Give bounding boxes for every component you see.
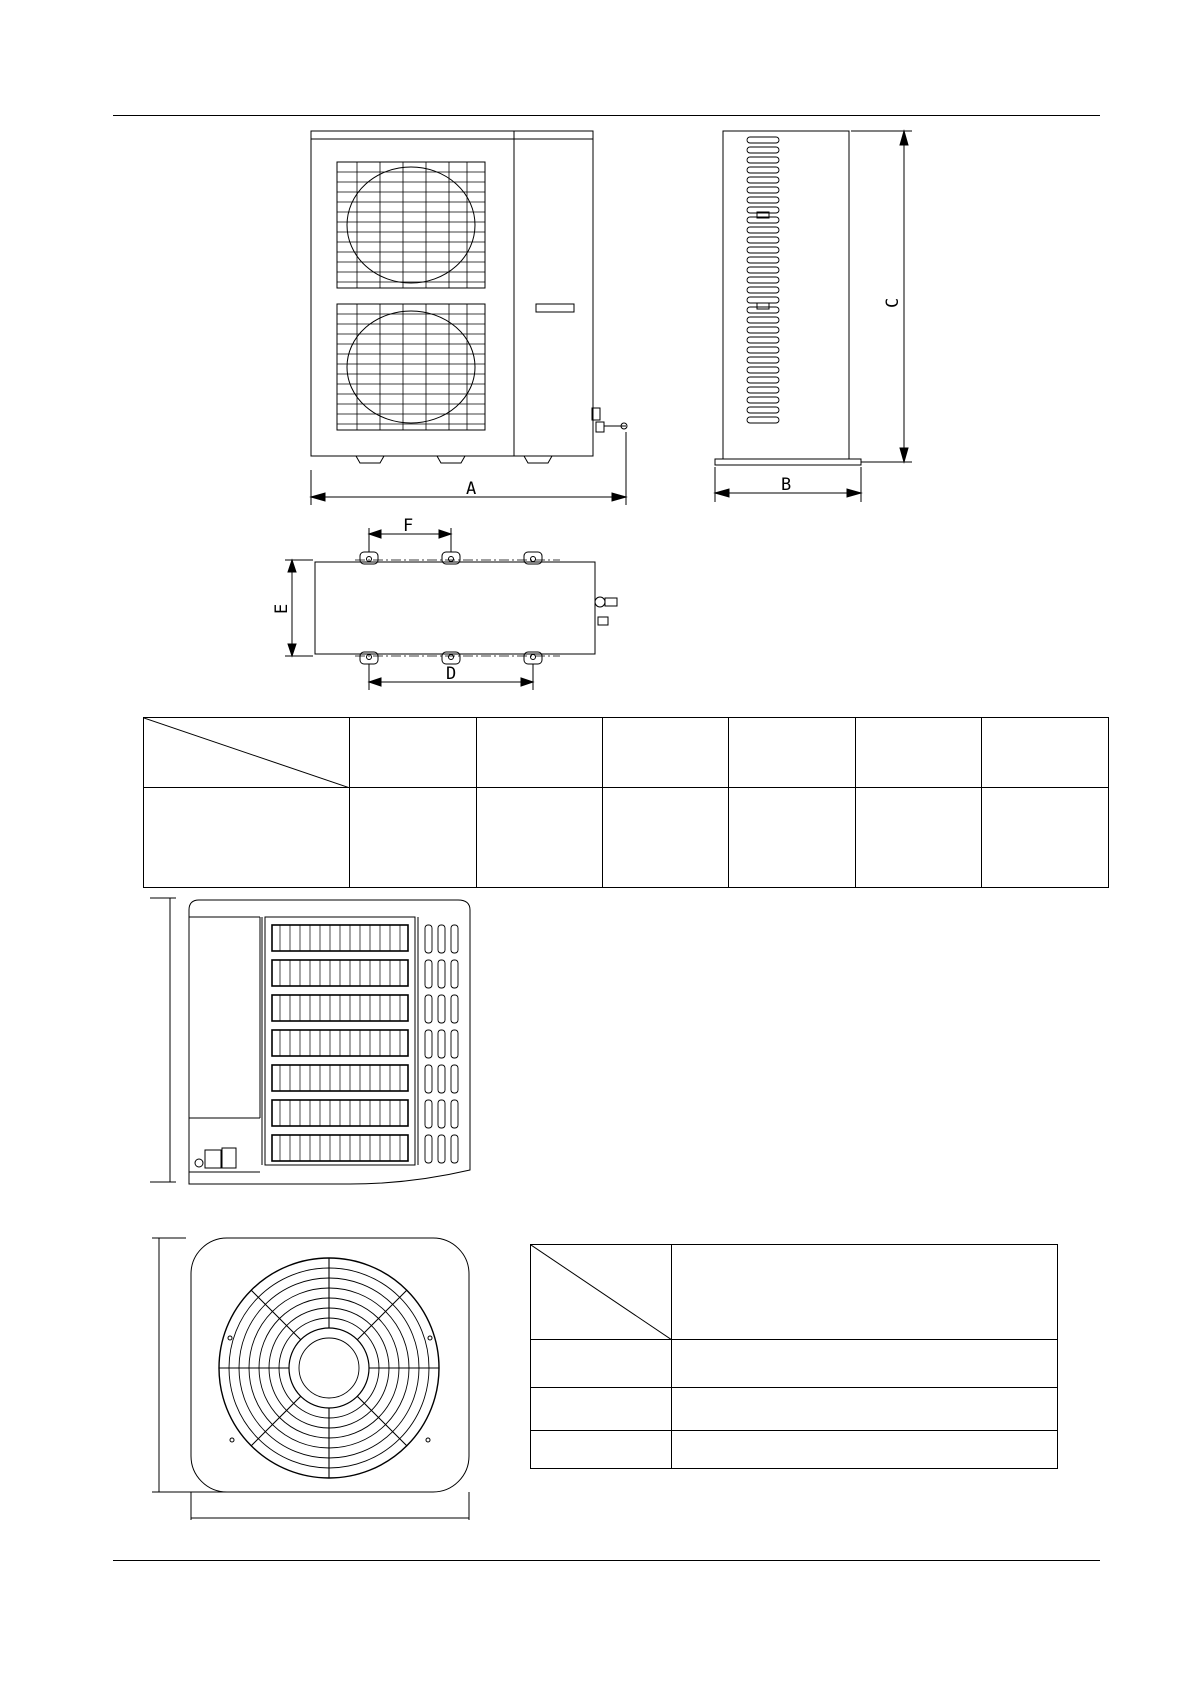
dimension-table-cell [144,788,350,888]
dim-label-f: F [403,516,414,536]
dim-label-a: A [466,479,477,499]
fan-table-row [531,1431,1058,1469]
dim-label-e: E [272,603,292,614]
fan-table-row [531,1340,1058,1388]
dimension-table-header-row [144,718,1109,788]
dimension-table-header-cell [982,718,1109,788]
dimension-table-cell [477,788,603,888]
dimension-table-header-cell [856,718,982,788]
fan-table-cell [531,1340,672,1388]
dimension-table-header-cell [477,718,603,788]
fan-table-cell [672,1340,1058,1388]
dimension-table-header-cell [603,718,729,788]
dimension-table-cell [603,788,729,888]
diagonal-line [144,718,350,788]
dimension-table-header-cell [350,718,477,788]
fan-dimension-table [530,1244,1058,1469]
grille-unit-front-drawing [150,898,470,1184]
fan-table-cell [531,1388,672,1431]
dimension-table-cell [729,788,856,888]
fan-table-cell [672,1431,1058,1469]
fan-table-corner-cell [531,1245,672,1340]
dimension-table-header-cell [729,718,856,788]
dim-label-c: C [883,297,903,308]
dim-label-d: D [446,664,457,684]
fan-table-header-row [531,1245,1058,1340]
dimension-table-corner-cell [144,718,350,788]
dimension-table-cell [982,788,1109,888]
dimension-table-cell [856,788,982,888]
dimension-table-row [144,788,1109,888]
dim-label-b: B [781,475,792,495]
fan-table-cell [531,1431,672,1469]
side-view-drawing [715,131,912,502]
front-view-drawing [311,131,627,505]
fan-table-cell [672,1388,1058,1431]
dimension-table-cell [350,788,477,888]
fan-top-view-drawing [152,1238,469,1520]
fan-table-row [531,1388,1058,1431]
dimension-table [143,717,1109,888]
fan-table-header-cell [672,1245,1058,1340]
diagonal-line [531,1245,672,1340]
